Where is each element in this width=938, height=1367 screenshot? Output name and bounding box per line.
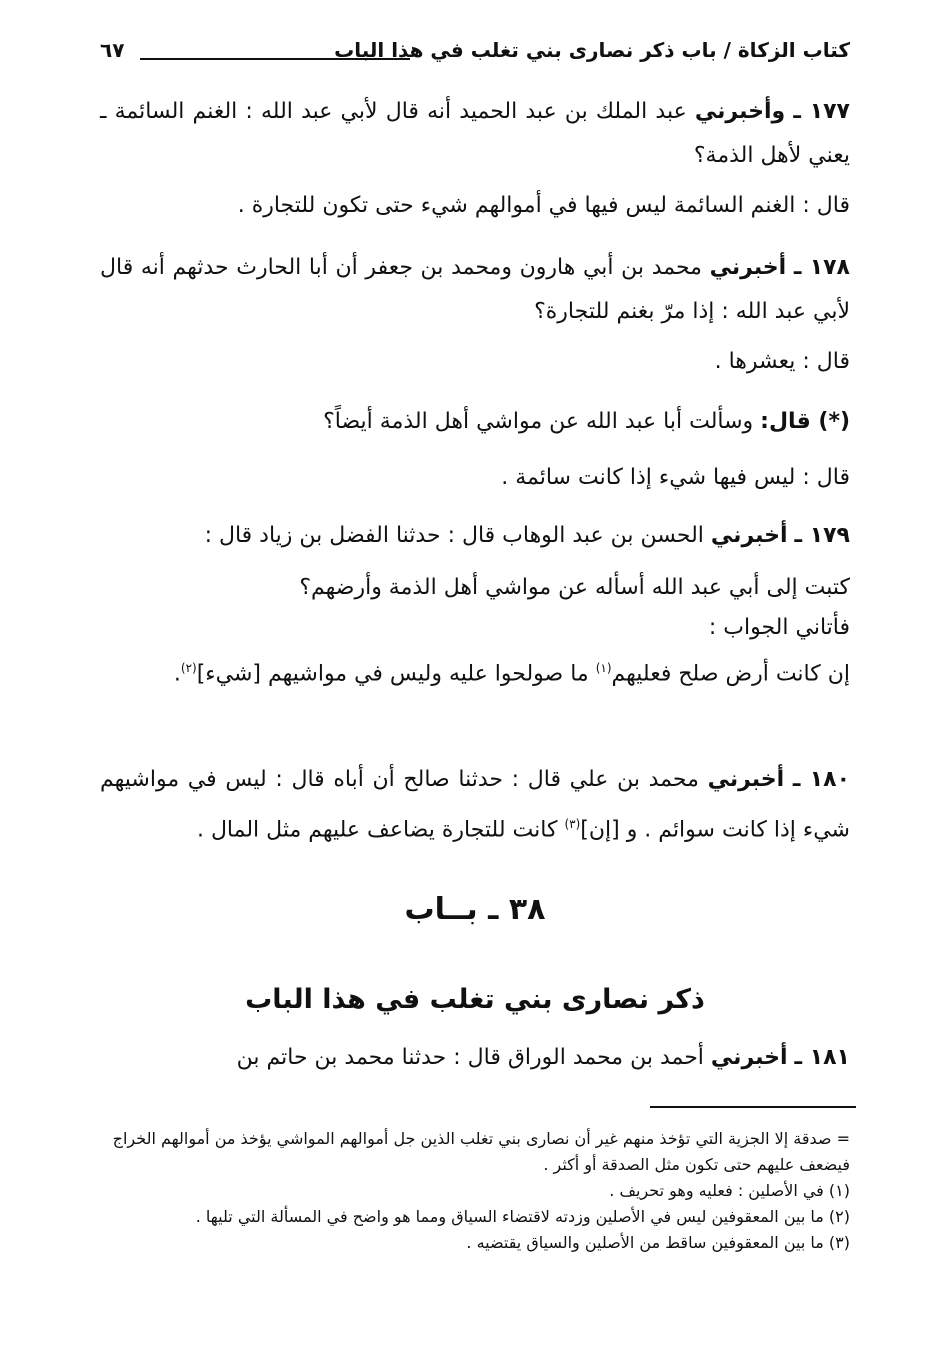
entry-keyword: أخبرني (710, 1045, 788, 1070)
answer-178: قال : يعشرها . (714, 349, 850, 374)
footnote-ref-1: (١) (595, 661, 612, 675)
chapter-heading: ٣٨ ـ بــاب (404, 892, 546, 927)
entry-keyword: أخبرني (710, 523, 788, 548)
entry-number: ١٨٠ ـ (792, 767, 851, 792)
letter-line: إن كانت أرض صلح فعليهم$^{(١)}$ ما صولحوا عليه وليس في مواشيهم [شيء]$^{(٢)}$. (173, 661, 850, 687)
entry-text: محمد بن أبي هارون ومحمد بن جعفر أن أبا الحارث حدثهم أنه قال لأبي عبد الله : إذا مرّ بغنم للتجارة؟ (100, 255, 850, 324)
entry-number: ١٧٨ ـ (793, 255, 850, 280)
entry-keyword: (*) قال: (760, 409, 850, 434)
paragraph-177 (100, 90, 850, 178)
footnote-2: (٢) ما بين المعقوفين ليس في الأصلين وزدته لاقتضاء السياق ومما هو واضح في المسألة التي تليها . (195, 1207, 850, 1226)
footnote-3: (٣) ما بين المعقوفين ساقط من الأصلين والسياق يقتضيه . (466, 1233, 850, 1252)
entry-keyword: أخبرني (709, 255, 787, 280)
entry-keyword: أخبرني (707, 767, 785, 792)
entry-text: أحمد بن محمد الوراق قال : حدثنا محمد بن حاتم بن (236, 1045, 704, 1070)
header-rule (140, 58, 410, 60)
entry-text: وسألت أبا عبد الله عن مواشي أهل الذمة أيضاً؟ (323, 409, 754, 434)
page-number: ٦٧ (100, 38, 125, 62)
chapter-subtitle: ذكر نصارى بني تغلب في هذا الباب (245, 984, 705, 1015)
footnote-continuation: = صدقة إلا الجزية التي تؤخذ منهم غير أن نصارى بني تغلب الذين جل أموالهم المواشي يؤخذ من أموالهم الخراج فيضعف عليهم حتى تكون مثل الصدقة أو أكثر . (112, 1129, 850, 1174)
entry-number: ١٨١ ـ (794, 1045, 850, 1070)
entry-number: ١٧٩ ـ (794, 523, 850, 548)
paragraph-180 (100, 758, 850, 852)
footnote-ref-2: (٢) (180, 661, 197, 675)
entry-keyword: وأخبرني (694, 99, 786, 124)
footnote-1: (١) في الأصلين : فعليه وهو تحريف . (609, 1181, 850, 1200)
answer-177: قال : الغنم السائمة ليس فيها في أموالهم شيء حتى تكون للتجارة . (237, 193, 850, 218)
running-header (100, 34, 850, 70)
entry-text: الحسن بن عبد الوهاب قال : حدثنا الفضل بن زياد قال : (204, 523, 704, 548)
question-178-2 (100, 400, 850, 444)
footnote-divider (650, 1106, 856, 1108)
letter-line: كتبت إلى أبي عبد الله أسأله عن مواشي أهل الذمة وأرضهم؟ (299, 575, 850, 600)
entry-text: كانت للتجارة يضاعف عليهم مثل المال . (196, 817, 558, 843)
paragraph-179 (100, 514, 850, 558)
paragraph-181 (100, 1036, 850, 1080)
footnote-ref-3: (٣) (564, 817, 581, 831)
answer-178-2: قال : ليس فيها شيء إذا كانت سائمة . (501, 465, 850, 490)
entry-number: ١٧٧ ـ (793, 99, 850, 124)
entry-text: عبد الملك بن عبد الحميد أنه قال لأبي عبد الله : الغنم السائمة ـ يعني لأهل الذمة؟ (100, 99, 850, 168)
entry-text: محمد بن علي قال : حدثنا صالح أن أباه قال : ليس في مواشيهم شيء إذا كانت سوائم . و [إن] (100, 767, 850, 843)
header-title: كتاب الزكاة / باب ذكر نصارى بني تغلب في هذا الباب (334, 38, 850, 62)
paragraph-178 (100, 246, 850, 334)
footnotes (100, 1126, 850, 1256)
letter-line: فأتاني الجواب : (708, 615, 850, 640)
letter-179 (100, 568, 850, 694)
